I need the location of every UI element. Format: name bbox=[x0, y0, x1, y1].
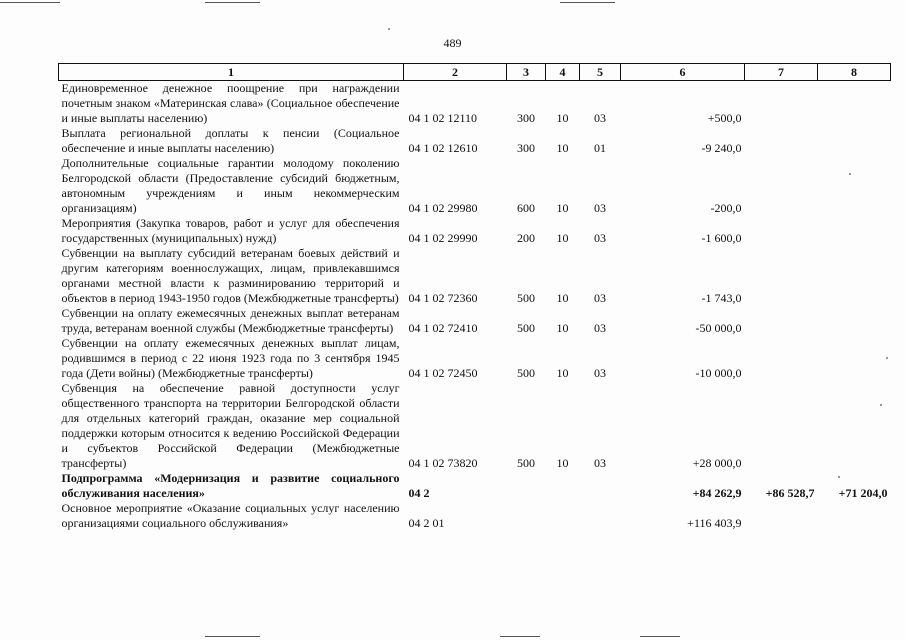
row-col4-cell bbox=[546, 501, 580, 531]
row-name-cell: Субвенции на оплату ежемесячных денежных выплат ветеранам труда, ветеранам военной службы (Межбюджетные трансферты) bbox=[61, 306, 400, 335]
column-header-2: 2 bbox=[404, 64, 507, 81]
row-name-cell: Единовременное денежное поощрение при награждении почетным знаком «Материнская слава» (Социальное обеспечение и иные выплаты населению) bbox=[61, 81, 400, 125]
row-code-cell: 04 1 02 72410 bbox=[408, 321, 478, 335]
row-col7-cell bbox=[745, 501, 818, 531]
row-col3-cell: 600 bbox=[517, 201, 535, 215]
row-col6-cell: -200,0 bbox=[710, 201, 742, 215]
scan-edge-top-3 bbox=[560, 2, 615, 3]
table-row bbox=[59, 336, 891, 381]
row-col7-cell bbox=[745, 156, 818, 216]
row-col5-cell: 03 bbox=[594, 456, 606, 470]
row-col3-cell: 200 bbox=[517, 231, 535, 245]
row-col8-cell bbox=[818, 156, 891, 216]
row-col7-cell bbox=[745, 381, 818, 471]
row-name-cell: Субвенции на оплату ежемесячных денежных выплат лицам, родившимся в период с 22 июня 1923 года по 3 сентября 1945 года (Дети войны) (Межбюджетные трансферты) bbox=[61, 336, 400, 380]
row-code-cell: 04 1 02 12110 bbox=[408, 111, 478, 125]
row-code-cell: 04 1 02 12610 bbox=[408, 141, 478, 155]
row-col7-cell bbox=[745, 336, 818, 381]
row-name-cell: Субвенции на выплату субсидий ветеранам боевых действий и другим категориям военнослужащих, лицам, привлекавшимся органами местной власти к разминированию территорий и объектов в период 1943-1950 годов (Межбюджетные трансферты) bbox=[61, 246, 400, 305]
row-name-cell: Выплата региональной доплаты к пенсии (Социальное обеспечение и иные выплаты населению) bbox=[61, 126, 400, 155]
row-col5-cell: 03 bbox=[594, 366, 606, 380]
row-col8-cell bbox=[818, 126, 891, 156]
column-header-4: 4 bbox=[546, 64, 580, 81]
page-number: 489 bbox=[443, 36, 462, 50]
row-col8-cell bbox=[818, 381, 891, 471]
row-col5-cell: 03 bbox=[594, 111, 606, 125]
table-header bbox=[59, 64, 891, 81]
scan-edge-bottom-1 bbox=[205, 636, 260, 637]
row-col6-cell: -10 000,0 bbox=[695, 366, 742, 380]
column-header-3: 3 bbox=[507, 64, 546, 81]
row-col6-cell: -9 240,0 bbox=[701, 141, 742, 155]
row-col4-cell bbox=[546, 471, 580, 501]
row-col5-cell: 03 bbox=[594, 231, 606, 245]
column-header-7: 7 bbox=[745, 64, 818, 81]
row-col6-cell: +116 403,9 bbox=[687, 516, 742, 530]
scan-speck bbox=[886, 357, 888, 359]
row-col8-cell bbox=[818, 306, 891, 336]
row-col3-cell bbox=[507, 501, 546, 531]
row-code-cell: 04 1 02 29980 bbox=[408, 201, 478, 215]
row-name-cell: Субвенция на обеспечение равной доступности услуг общественного транспорта на территории Белгородской области для отдельных категорий граждан, оказание мер социальной поддержки которым относится к ведению Российской Федерации и субъектов Российской Федерации (Межбюджетные трансферты) bbox=[61, 381, 400, 470]
row-col6-cell: -1 743,0 bbox=[701, 291, 742, 305]
row-col4-cell: 10 bbox=[556, 141, 569, 155]
row-col4-cell: 10 bbox=[556, 111, 569, 125]
row-code-cell: 04 2 01 bbox=[408, 516, 445, 530]
row-code-cell: 04 2 bbox=[408, 486, 430, 500]
row-col3-cell bbox=[507, 471, 546, 501]
table-row bbox=[59, 381, 891, 471]
row-col6-cell: -1 600,0 bbox=[701, 231, 742, 245]
row-col7-cell bbox=[745, 306, 818, 336]
column-header-5: 5 bbox=[580, 64, 621, 81]
row-col8-cell bbox=[818, 336, 891, 381]
row-name-cell: Основное мероприятие «Оказание социальных услуг населению организациями социального обслуживания» bbox=[61, 501, 400, 530]
row-col5-cell: 01 bbox=[594, 141, 606, 155]
row-col7-cell bbox=[745, 81, 818, 127]
row-col7-cell bbox=[745, 126, 818, 156]
row-col6-cell: +84 262,9 bbox=[692, 486, 742, 500]
row-col7-cell: +86 528,7 bbox=[765, 486, 815, 500]
row-col4-cell: 10 bbox=[556, 291, 569, 305]
row-col6-cell: -50 000,0 bbox=[695, 321, 742, 335]
table-row bbox=[59, 126, 891, 156]
scan-edge-bottom-2 bbox=[500, 636, 540, 637]
row-col8-cell bbox=[818, 246, 891, 306]
row-col8-cell bbox=[818, 216, 891, 246]
row-col5-cell bbox=[580, 471, 621, 501]
row-col4-cell: 10 bbox=[556, 321, 569, 335]
row-col8-cell bbox=[818, 501, 891, 531]
row-col4-cell: 10 bbox=[556, 231, 569, 245]
row-code-cell: 04 1 02 73820 bbox=[408, 456, 478, 470]
scan-edge-top-2 bbox=[205, 2, 260, 3]
table-row bbox=[59, 306, 891, 336]
row-code-cell: 04 1 02 72360 bbox=[408, 291, 478, 305]
row-col5-cell: 03 bbox=[594, 321, 606, 335]
row-name-cell: Подпрограмма «Модернизация и развитие социального обслуживания населения» bbox=[61, 471, 400, 500]
row-col3-cell: 300 bbox=[517, 141, 535, 155]
row-col6-cell: +500,0 bbox=[707, 111, 742, 125]
row-col5-cell: 03 bbox=[594, 291, 606, 305]
row-col3-cell: 300 bbox=[517, 111, 535, 125]
row-name-cell: Мероприятия (Закупка товаров, работ и услуг для обеспечения государственных (муниципальных) нужд) bbox=[61, 216, 400, 245]
scan-speck bbox=[880, 404, 882, 406]
row-col7-cell bbox=[745, 246, 818, 306]
row-col8-cell bbox=[818, 81, 891, 127]
scan-edge-bottom-3 bbox=[640, 636, 680, 637]
budget-table bbox=[58, 63, 891, 531]
row-col8-cell: +71 204,0 bbox=[838, 486, 888, 500]
row-code-cell: 04 1 02 29990 bbox=[408, 231, 478, 245]
table-body bbox=[59, 81, 891, 532]
row-col5-cell bbox=[580, 501, 621, 531]
scan-speck bbox=[849, 173, 851, 175]
row-col7-cell bbox=[745, 216, 818, 246]
table-row bbox=[59, 501, 891, 531]
row-col3-cell: 500 bbox=[517, 321, 535, 335]
table-row bbox=[59, 246, 891, 306]
row-col4-cell: 10 bbox=[556, 201, 569, 215]
table-row bbox=[59, 156, 891, 216]
table-row bbox=[59, 471, 891, 501]
row-name-cell: Дополнительные социальные гарантии молодому поколению Белгородской области (Предоставление субсидий бюджетным, автономным учреждениям и иным некоммерческим организациям) bbox=[61, 156, 400, 215]
scan-speck bbox=[388, 28, 390, 30]
row-col3-cell: 500 bbox=[517, 291, 535, 305]
row-col4-cell: 10 bbox=[556, 456, 569, 470]
row-col4-cell: 10 bbox=[556, 366, 569, 380]
scan-edge-top-1 bbox=[0, 2, 60, 3]
column-header-6: 6 bbox=[621, 64, 745, 81]
table-row bbox=[59, 216, 891, 246]
row-col5-cell: 03 bbox=[594, 201, 606, 215]
row-col6-cell: +28 000,0 bbox=[692, 456, 742, 470]
column-header-8: 8 bbox=[818, 64, 891, 81]
row-col3-cell: 500 bbox=[517, 366, 535, 380]
row-code-cell: 04 1 02 72450 bbox=[408, 366, 478, 380]
row-col3-cell: 500 bbox=[517, 456, 535, 470]
scan-speck bbox=[838, 476, 840, 478]
table-row bbox=[59, 81, 891, 127]
column-header-1: 1 bbox=[59, 64, 404, 81]
